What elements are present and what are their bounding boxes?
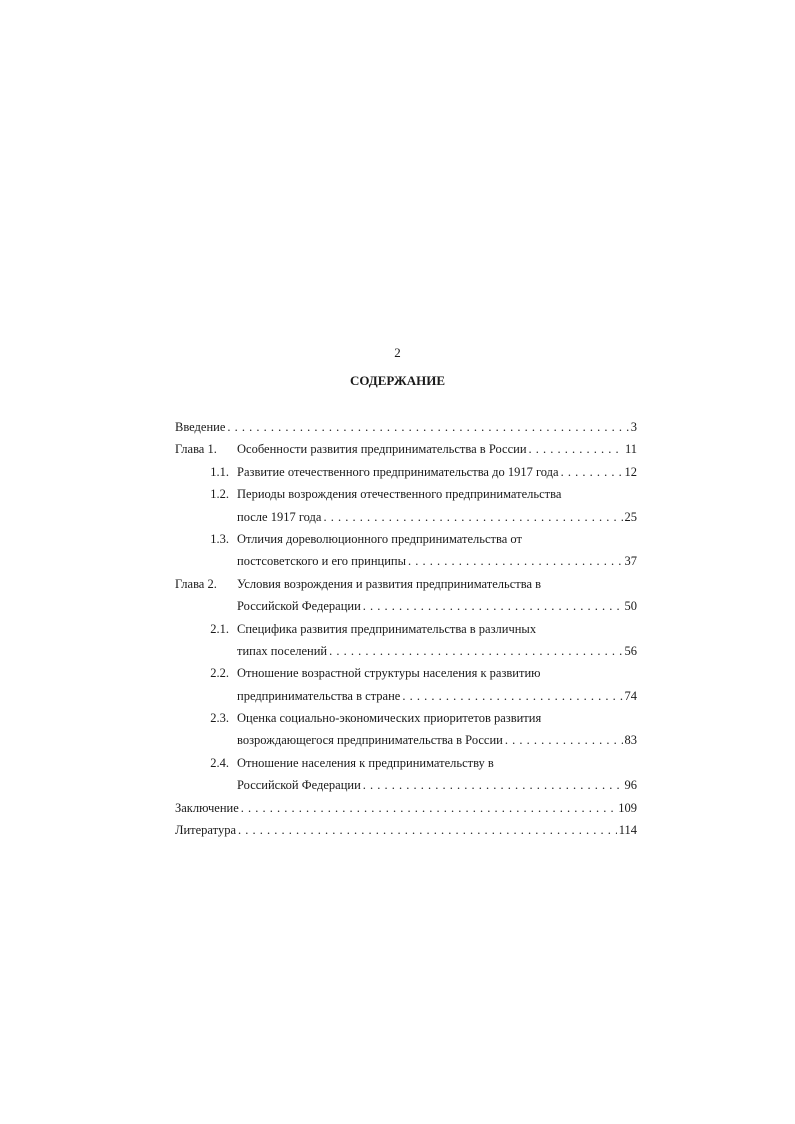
- toc-page-number: 109: [618, 800, 637, 815]
- toc-entry-section-2-1[interactable]: [175, 618, 637, 640]
- toc-entry-section-2-4-cont[interactable]: [175, 774, 637, 796]
- toc-entry-section-2-3-cont[interactable]: [175, 729, 637, 751]
- toc-entry-text: после 1917 года: [237, 509, 322, 524]
- section-number: 2.2.: [210, 666, 229, 681]
- toc-page-number: 3: [630, 420, 637, 434]
- toc-entry-label: Заключение: [175, 800, 239, 815]
- table-of-contents: [175, 416, 637, 841]
- dot-leader: [323, 506, 622, 528]
- toc-entry-section-2-4[interactable]: [175, 752, 637, 774]
- toc-entry-conclusion[interactable]: [175, 797, 637, 819]
- section-number: 1.3.: [210, 531, 229, 546]
- dot-leader: [402, 685, 622, 707]
- toc-page-number: 11: [624, 442, 637, 457]
- toc-page-number: 37: [624, 554, 637, 569]
- toc-entry-text: типах поселений: [237, 643, 328, 658]
- dot-leader: [227, 416, 628, 438]
- toc-entry-text: Отношение возрастной структуры населения к развитию: [237, 666, 541, 681]
- toc-entry-section-1-1[interactable]: [175, 461, 637, 483]
- toc-entry-chapter-1[interactable]: [175, 438, 637, 460]
- toc-page-number: 25: [624, 509, 637, 524]
- toc-entry-text: Особенности развития предпринимательства в России: [237, 442, 527, 457]
- dot-leader: [363, 595, 623, 617]
- toc-entry-literature[interactable]: [175, 819, 637, 841]
- toc-entry-text: предпринимательства в стране: [237, 688, 401, 703]
- toc-entry-text: постсоветского и его принципы: [237, 554, 406, 569]
- toc-page-number: 114: [618, 823, 637, 838]
- toc-entry-text: Периоды возрождения отечественного предпринимательства: [237, 487, 562, 502]
- toc-page-number: 83: [624, 733, 637, 748]
- dot-leader: [505, 729, 623, 751]
- section-number: 1.2.: [210, 487, 229, 502]
- toc-entry-section-2-1-cont[interactable]: [175, 640, 637, 662]
- dot-leader: [241, 797, 617, 819]
- toc-entry-section-2-3[interactable]: [175, 707, 637, 729]
- dot-leader: [561, 461, 623, 483]
- dot-leader: [408, 550, 623, 572]
- section-number: 2.3.: [210, 711, 229, 726]
- toc-page-number: 50: [624, 599, 637, 614]
- chapter-label: Глава 1.: [175, 442, 217, 457]
- chapter-label: Глава 2.: [175, 576, 217, 591]
- toc-entry-text: Специфика развития предпринимательства в различных: [237, 621, 537, 636]
- toc-entry-label: Введение: [175, 420, 226, 434]
- toc-entry-text: Оценка социально-экономических приоритетов развития: [237, 711, 542, 726]
- dot-leader: [238, 819, 617, 841]
- toc-entry-chapter-2-cont[interactable]: [175, 595, 637, 617]
- toc-entry-section-1-3[interactable]: [175, 528, 637, 550]
- toc-entry-section-1-2-cont[interactable]: [175, 506, 637, 528]
- toc-entry-text: Условия возрождения и развития предпринимательства в: [237, 576, 542, 591]
- toc-entry-section-2-2[interactable]: [175, 662, 637, 684]
- toc-entry-chapter-2[interactable]: [175, 573, 637, 595]
- toc-title: СОДЕРЖАНИЕ: [349, 373, 446, 388]
- toc-entry-section-1-2[interactable]: [175, 483, 637, 505]
- toc-entry-section-2-2-cont[interactable]: [175, 685, 637, 707]
- toc-entry-text: Отношение населения к предпринимательству в: [237, 755, 494, 770]
- toc-entry-text: Развитие отечественного предпринимательства до 1917 года: [237, 464, 559, 479]
- toc-entry-text: Отличия дореволюционного предпринимательства от: [237, 531, 522, 546]
- toc-entry-text: Российской Федерации: [237, 778, 361, 793]
- toc-entry-section-1-3-cont[interactable]: [175, 550, 637, 572]
- toc-page-number: 56: [624, 643, 637, 658]
- section-number: 2.1.: [210, 621, 229, 636]
- toc-page-number: 96: [624, 778, 637, 793]
- toc-entry-intro[interactable]: [175, 416, 637, 438]
- dot-leader: [363, 774, 623, 796]
- section-number: 1.1.: [210, 464, 229, 479]
- page-number: 2: [394, 345, 401, 360]
- toc-entry-text: Российской Федерации: [237, 599, 361, 614]
- toc-entry-label: Литература: [175, 823, 236, 838]
- dot-leader: [529, 438, 623, 460]
- section-number: 2.4.: [210, 755, 229, 770]
- dot-leader: [329, 640, 622, 662]
- toc-page-number: 74: [624, 688, 637, 703]
- toc-page-number: 12: [624, 464, 637, 479]
- toc-entry-text: возрождающегося предпринимательства в России: [237, 733, 503, 748]
